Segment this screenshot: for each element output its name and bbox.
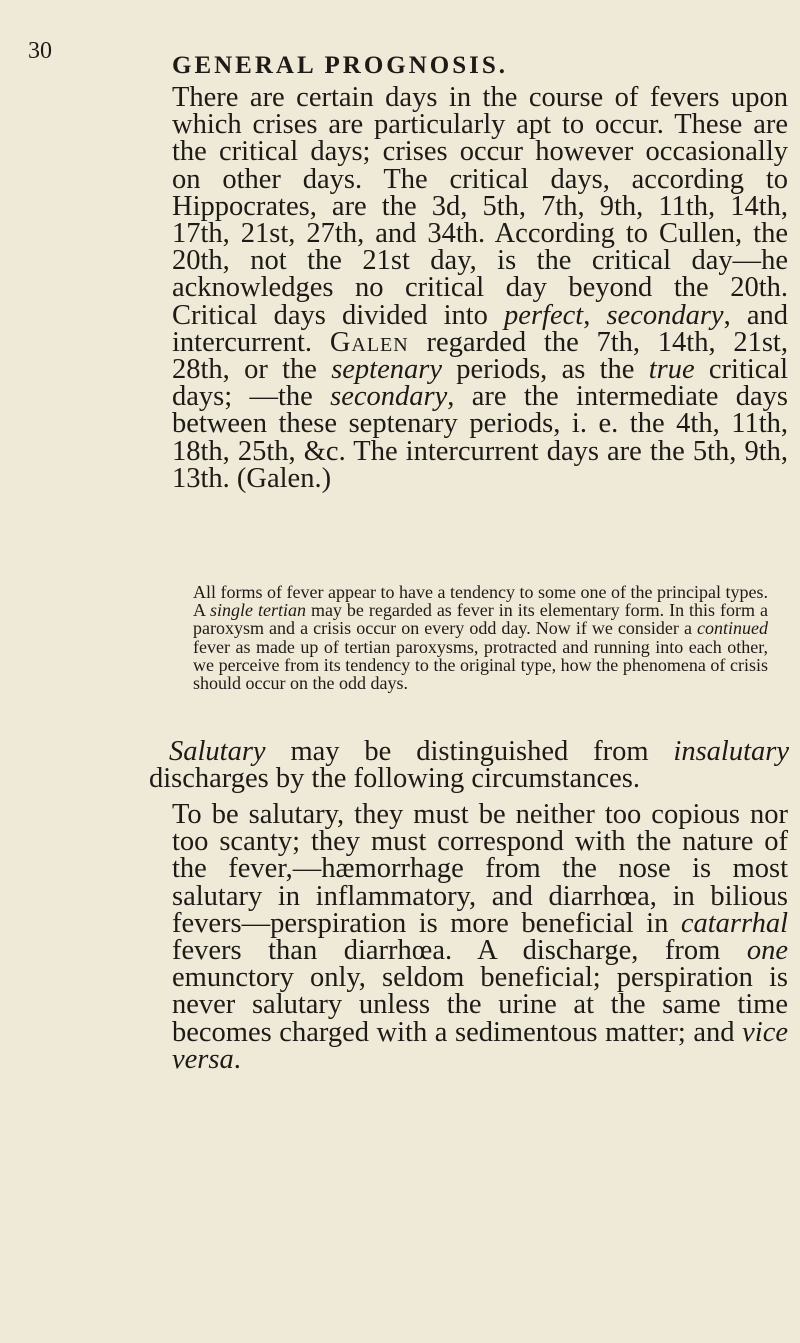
italic-term: catarrhal [680,907,788,939]
paragraph-text [172,84,788,492]
paragraph-salutary [149,736,789,795]
text-run: regarded the 7th, 14th, 21st, 28th, or the [172,326,788,386]
italic-term: continued [697,618,768,639]
italic-term: vice versa [172,1016,788,1075]
note-text [193,583,768,692]
italic-term: one [746,935,788,967]
paragraph-discharges [172,801,788,1073]
italic-term: septenary [331,354,442,386]
text-run: may be distinguished from [265,736,674,767]
text-run: All forms of fever appear to have a tendency to some one of the principal types. A [193,582,768,621]
paragraph-text [172,801,788,1073]
italic-term: secondary [330,381,448,413]
note-fever-types [193,583,768,692]
paragraph-text [149,736,789,795]
paragraph-critical-days [172,84,788,492]
text-run: , are the intermediate days between these septenary periods, i. e. the 4th, 11th, 18th, 25th, &c. The intercurrent days are the 5th, 9th, 13th. (Galen.) [172,381,788,494]
page-number: 30 [28,38,52,64]
italic-term: single tertian [209,600,306,621]
text-run: , and intercurrent. [172,299,788,358]
text-run: . [233,1043,241,1075]
text-run: may be regarded as fever in its elementary form. In this form a paroxysm and a crisis occur on every odd day. Now if we consider a [193,600,768,639]
italic-term: secondary [606,299,724,331]
italic-term: perfect [504,299,584,331]
text-run: To be salutary, they must be neither too copious nor too scanty; they must correspond with the nature of the fever,—hæmorrhage from the nose is most salutary in inflammatory, and diarrhœa, in bilious fevers—perspiration is more beneficial in [172,799,788,939]
text-run: , [583,299,607,331]
italic-term: true [648,354,695,386]
small-caps-name: Galen [329,326,409,358]
text-run: emunctory only, seldom beneficial; perspiration is never salutary unless the urine at the same time becomes charged with a sedimentous matter; and [172,962,788,1048]
text-run: fevers than diarrhœa. A discharge, from [172,935,747,967]
italic-term: Salutary [169,736,266,767]
text-run: critical days; —the [172,354,788,413]
italic-term: insalutary [673,736,789,767]
running-head: GENERAL PROGNOSIS. [172,52,509,79]
text-run: fever as made up of tertian paroxysms, protracted and running into each other, we perceive from its tendency to the original type, how the phenomena of crisis should occur on the odd days. [193,636,768,694]
text-run: periods, as the [442,354,649,386]
text-run: discharges by the following circumstances. [149,763,640,795]
text-run: There are certain days in the course of fevers upon which crises are particularly apt to occur. These are the critical days; crises occur however occasionally on other days. The critical days, according to Hippocrates, are the 3d, 5th, 7th, 9th, 11th, 14th, 17th, 21st, 27th, and 34th. According to Cullen, the 20th, not the 21st day, is the critical day—he acknowledges no critical day beyond the 20th. Critical days divided into [172,82,788,331]
